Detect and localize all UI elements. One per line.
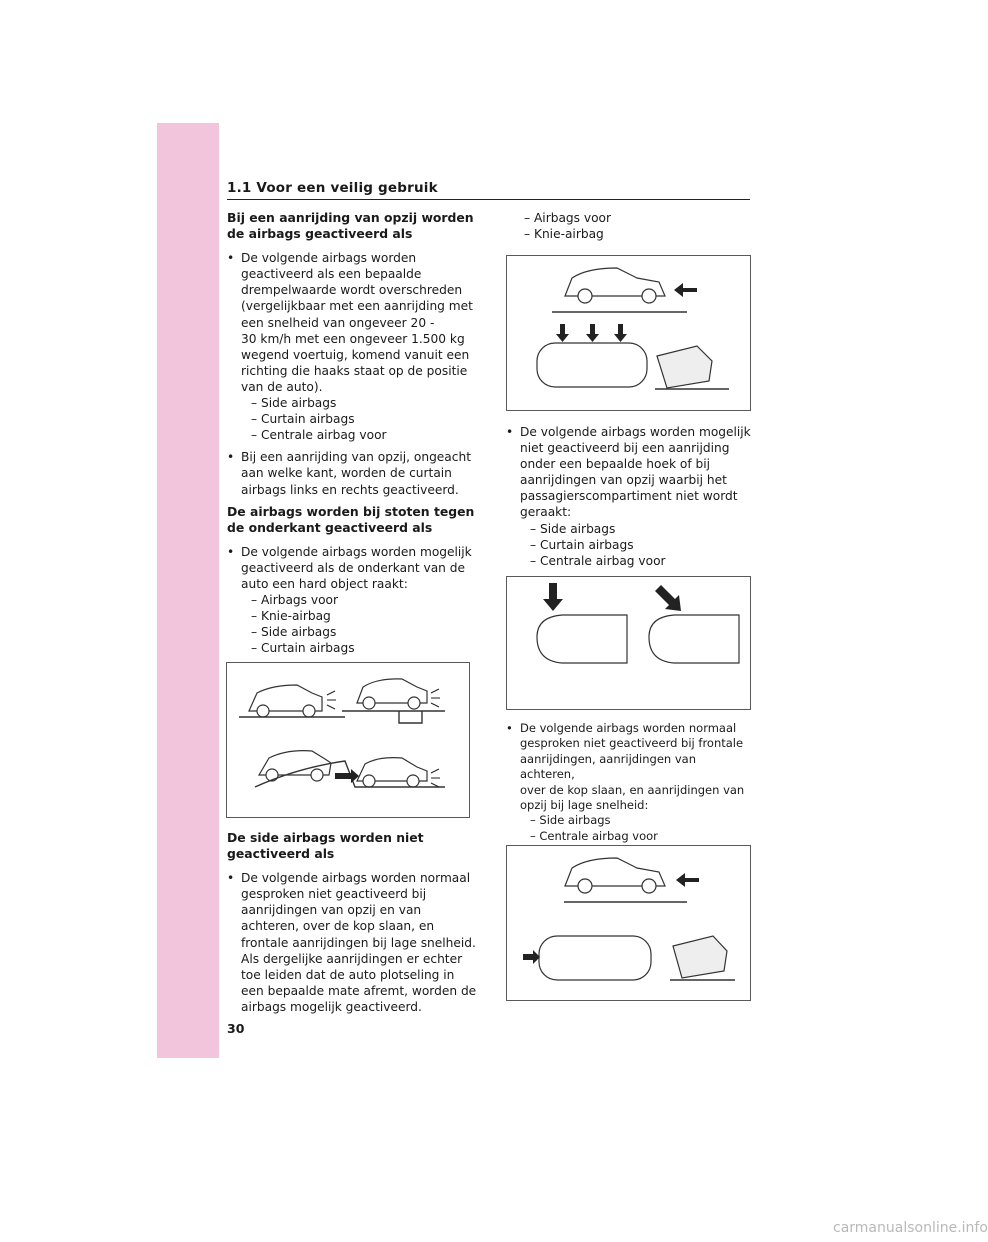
impact-icon [327, 691, 336, 709]
bullet-side-not-activated: • De volgende airbags worden normaal gesproken niet geactiveerd bij aanrijdingen van opzij en van achteren, over de kop slaan, en frontale aanrijdingen bij lage snelheid. Als dergelijke aanrijdingen er echter toe leiden dat de auto plotseling in een bepaalde mate afremt, worden de airbags mogelijk geactiveerd. [227, 871, 477, 1014]
underbody-heading: De airbags worden bij stoten tegen de onderkant geactiveerd als [227, 503, 475, 535]
angle-impact-illustration [507, 577, 750, 709]
header-rule [227, 199, 750, 200]
left-column-bottom [227, 830, 477, 1021]
arrow-icon [556, 324, 569, 342]
bullet-frontal-low-speed: • De volgende airbags worden normaal gesproken niet geactiveerd bij frontale aanrijdingen, aanrijdingen van achteren, over de kop slaan, en aanrijdingen van opzij bij lage snelheid: – Side airbags – Centrale airbag voor [506, 721, 745, 843]
figure-low-speed-impact [506, 845, 751, 1001]
side-impact-illustration [507, 256, 750, 410]
right-column-top: – Airbags voor – Knie-airbag [524, 211, 612, 242]
section-tab [157, 123, 219, 1058]
right-column-bottom [506, 721, 754, 850]
watermark: carmanualsonline.info [833, 1220, 988, 1236]
figure-side-impact [506, 255, 751, 411]
dashboard-icon [673, 936, 727, 978]
arrow-icon [586, 324, 599, 342]
figure-angle-impact [506, 576, 751, 710]
arrow-icon [676, 873, 699, 887]
arrow-icon [335, 769, 359, 783]
car-top-icon [649, 615, 739, 663]
arrow-icon [655, 585, 681, 611]
car-top-icon [537, 343, 647, 387]
bullet-curtain-airbags: • Bij een aanrijding van opzij, ongeacht aan welke kant, worden de curtain airbags links en rechts geactiveerd. [227, 450, 471, 497]
bullet-side-airbags: • De volgende airbags worden geactiveerd als een bepaalde drempelwaarde wordt overschreden (vergelijkbaar met een aanrijding met een snelheid van ongeveer 20 - 30 km/h met een ongeveer 1.500 kg wegend voertuig, komend vanuit een richting die haaks staat op de positie van de auto). – Side airbags – Curtain airbags – Centrale airbag voor [227, 251, 473, 443]
arrow-icon [614, 324, 627, 342]
bullet-angle-impact: • De volgende airbags worden mogelijk niet geactiveerd bij een aanrijding onder een bepaalde hoek of bij aanrijdingen van opzij waarbij het passagierscompartiment niet wordt geraakt: – Side airbags – Curtain airbags – Centrale airbag voor [506, 425, 751, 568]
section-header: 1.1 Voor een veilig gebruik [227, 180, 438, 196]
page-number: 30 [227, 1021, 245, 1036]
figure-underbody-impacts [226, 662, 470, 818]
bullet-underbody: • De volgende airbags worden mogelijk geactiveerd als de onderkant van de auto een hard object raakt: – Airbags voor – Knie-airbag – Side airbags – Curtain airbags [227, 544, 472, 656]
dashboard-icon [657, 346, 712, 388]
arrow-icon [523, 950, 540, 964]
low-speed-illustration [507, 846, 750, 1000]
car-top-icon [539, 936, 651, 980]
impact-icon [431, 689, 440, 707]
side-not-activated-heading: De side airbags worden niet geactiveerd als [227, 830, 424, 862]
arrow-icon [543, 583, 563, 611]
underbody-illustration [227, 663, 469, 817]
arrow-icon [674, 283, 697, 297]
left-column-top [227, 210, 477, 662]
car-top-icon [537, 615, 627, 663]
side-collision-heading: Bij een aanrijding van opzij worden de airbags geactiveerd als [227, 210, 474, 242]
impact-icon [431, 769, 440, 787]
right-column-middle [506, 424, 754, 575]
